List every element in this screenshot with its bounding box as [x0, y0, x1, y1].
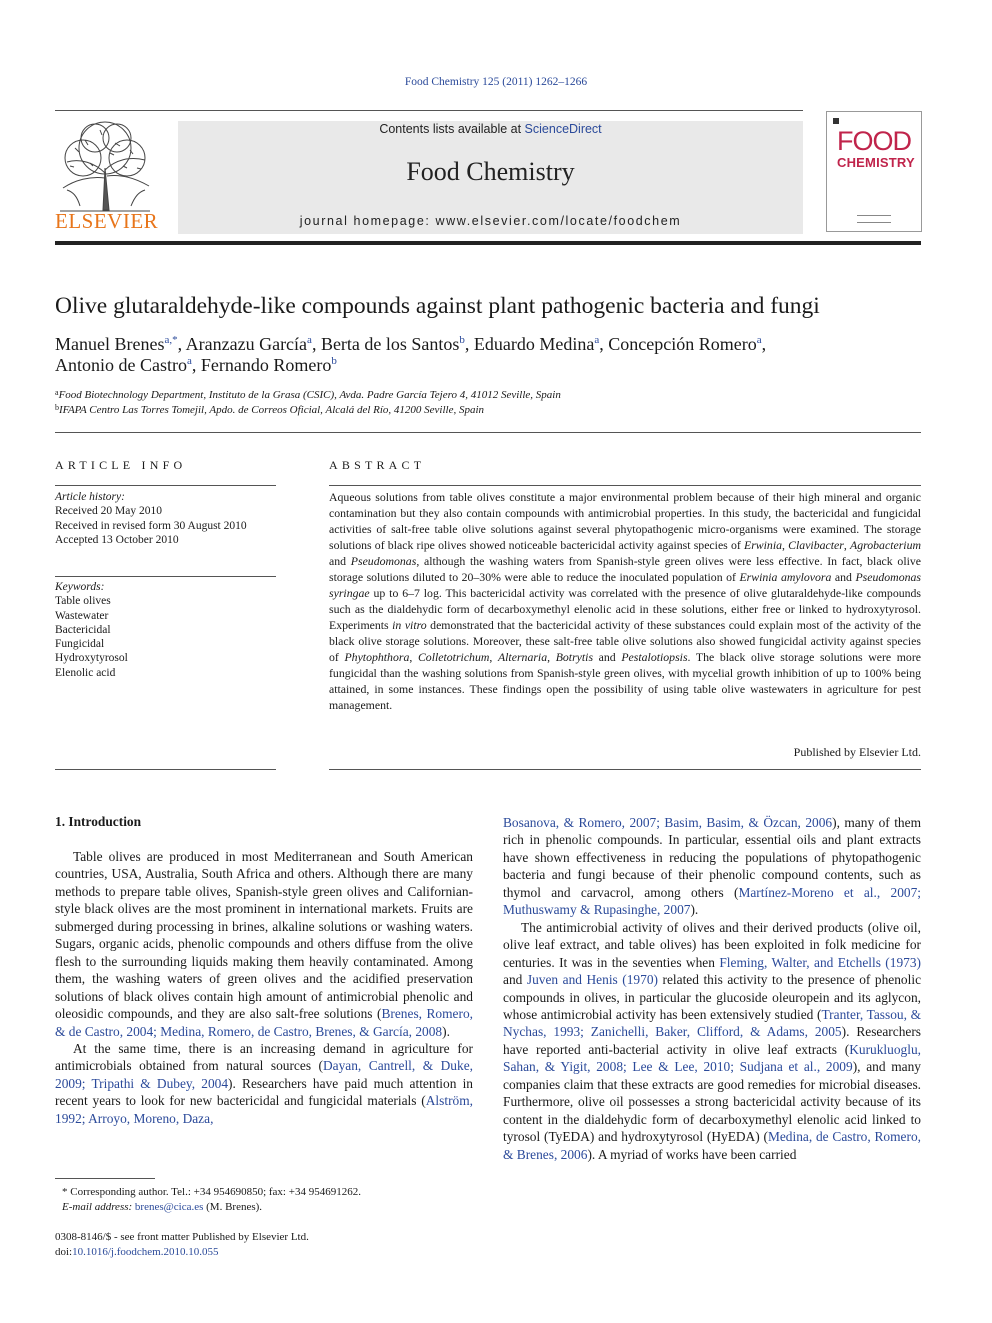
doi-line [55, 1245, 309, 1260]
published-by: Published by Elsevier Ltd. [793, 745, 921, 759]
divider [329, 769, 921, 770]
footnote-rule [55, 1178, 155, 1179]
email-line [62, 1200, 361, 1215]
author-affiliation-marker[interactable]: a [756, 334, 762, 346]
issn-line: 0308-8146/$ - see front matter Published by Elsevier Ltd. [55, 1231, 309, 1243]
cover-title-chemistry: CHEMISTRY [837, 155, 915, 170]
divider [55, 576, 276, 577]
keyword: Table olives [55, 595, 111, 608]
affiliation-marker: b [55, 403, 59, 412]
affiliation-line [55, 403, 561, 418]
keyword: Hydroxytyrosol [55, 652, 128, 665]
keyword: Bactericidal [55, 623, 111, 636]
citation-link[interactable]: Fleming, Walter, and Etchells (1973) [719, 954, 922, 970]
history-item: Accepted 13 October 2010 [55, 533, 179, 546]
affiliation-marker: a [55, 388, 59, 397]
history-item: Received 20 May 2010 [55, 505, 162, 518]
journal-name: Food Chemistry [406, 157, 575, 186]
body-paragraph: Bosanova, & Romero, 2007; Basim, Basim, & Özcan, 2006), many of them rich in phenolic compounds. In particular, essential oils and plant extracts have shown effectiveness in reducing the populations of phytopathogenic bacteria and fungi because of their phenolic compound contents, such as thymol and carvacrol, among others (Martínez-Moreno et al., 2007; Muthuswamy & Rupasinghe, 2007). [503, 815, 921, 918]
author-separator: , [464, 334, 474, 354]
citation-link[interactable]: Dayan, Cantrell, & Duke, 2009; Tripathi & Dubey, 2004 [55, 1058, 473, 1091]
journal-homepage[interactable]: journal homepage: www.elsevier.com/locate/foodchem [299, 214, 682, 228]
divider [329, 485, 921, 486]
citation-link[interactable]: Kurukluoglu, Sahan, & Yigit, 2008; Lee & Lee, 2010; Sudjana et al., 2009 [503, 1041, 921, 1075]
history-header: Article history: [55, 491, 125, 503]
author-separator: , [311, 334, 321, 354]
article-history [55, 490, 247, 547]
journal-reference[interactable]: Food Chemistry 125 (2011) 1262–1266 [404, 76, 588, 88]
contents-line [178, 122, 803, 136]
citation-link[interactable]: Martínez-Moreno et al., 2007; Muthuswamy & Rupasinghe, 2007 [503, 884, 921, 918]
elsevier-wordmark: ELSEVIER [55, 209, 159, 233]
article-info-heading: ARTICLE INFO [55, 458, 187, 472]
author-affiliation-marker[interactable]: a [307, 334, 312, 346]
abstract-body: Aqueous solutions from table olives constitute a major environmental problem because of their high mineral and organic contamination but they also contain compounds with antimicrobial properties. In this study, the bactericidal and fungicidal activities of salt-free table olive solutions against several phytopathogenic micro-organisms were examined. The storage solutions of black ripe olives showed noticeable bactericidal activity against species of Erwinia, Clavibacter, Agrobacterium and Pseudomonas, although the washing waters from Spanish-style green olives were less effective. In fact, black olive storage solutions diluted to 20–30% were able to reduce the inoculated population of Erwinia amylovora and Pseudomonas syringae up to 6–7 log. This bactericidal activity was correlated with the presence of olive glutaraldehyde-like compounds such as the dialdehydic form of decarboxymethyl elenolic acid in these solutions, either free or linked to hydroxytyrosol. Experiments in vitro demonstrated that the bactericidal activity of these substances could explain most of the activity of the black olive storage solutions. Moreover, these salt-free table olive solutions also showed fungicidal activity against species of Phytophthora, Colletotrichum, Alternaria, Botrytis and Pestalotiopsis. The black olive storage solutions were more fungicidal than the washing solutions from Spanish-style green olives, with mycelial growth inhibition of up to 100% being attained, in some instances. These findings open the possibility of using table olive wastewaters in agriculture for pest management. [329, 490, 922, 712]
body-paragraph: The antimicrobial activity of olives and their derived products (olive oil, olive leaf extract, and table olives) has been exploited in folk medicine for centuries. It was in the seventies when Fleming, Walter, and Etchells (1973) and Juven and Henis (1970) related this activity to the presence of phenolic compounds in olives, in particular the glucoside oleuropein and its aglycon, whose antimicrobial activity has been extensively studied (Tranter, Tassou, & Nychas, 1993; Zanichelli, Baker, Clifford, & Adams, 2005). Researchers have reported anti-bacterial activity in olive leaf extracts (Kurukluoglu, Sahan, & Yigit, 2008; Lee & Lee, 2010; Sudjana et al., 2009), and many companies claim that these extracts are good remedies for microbial diseases. Furthermore, olive oil possesses a strong bactericidal activity because of its content in the dialdehydic form of decarboxymethyl elenolic acid linked to tyrosol (TyEDA) and hydroxytyrosol (HyEDA) (Medina, de Castro, Romero, & Brenes, 2006). A myriad of works have been carried [503, 919, 922, 1162]
footnotes [62, 1185, 361, 1215]
author-separator: , [761, 334, 767, 354]
body-column-right [503, 814, 921, 1163]
section-heading-introduction: 1. Introduction [55, 814, 142, 829]
keyword: Elenolic acid [55, 666, 116, 679]
sciencedirect-link[interactable]: ScienceDirect [524, 122, 602, 136]
cover-title-food: FOOD [837, 126, 911, 156]
citation-link[interactable]: Bosanova, & Romero, 2007; Basim, Basim, & Özcan, 2006 [503, 815, 833, 830]
author-affiliation-marker[interactable]: b [331, 355, 337, 367]
keywords-header: Keywords: [55, 581, 105, 593]
journal-banner [178, 121, 803, 234]
citation-link[interactable]: Juven and Henis (1970) [526, 972, 658, 988]
email-label: E-mail address: [62, 1201, 133, 1213]
author-separator: , [599, 334, 609, 354]
body-paragraph: At the same time, there is an increasing demand in agriculture for antimicrobials obtained from natural sources (Dayan, Cantrell, & Duke, 2009; Tripathi & Dubey, 2004). Researchers have paid much attention in recent years to look for new bactericidal and fungicidal materials (Alström, 1992; Arroyo, Moreno, Daza, [55, 1040, 474, 1126]
affiliation-line [55, 388, 561, 403]
affiliation-text: Food Biotechnology Department, Instituto de la Grasa (CSIC), Avda. Padre García Tejero 4, 41012 Seville, Spain [58, 389, 561, 401]
author-affiliation-marker[interactable]: a [594, 334, 600, 346]
keyword: Wastewater [55, 609, 109, 622]
body-paragraph: Table olives are produced in most Mediterranean and South American countries, USA, Australia, South Africa and others. Although there are many methods to prepare table olives, Spanish-style green olives and Californian-style black olives are the most prominent in international markets. Fruits are submerged during processing in brines, alkaline solutions or washing waters. Sugars, organic acids, phenolic compounds and others diffuse from the olive flesh to the surrounding liquids making them heavily contaminated. Among them, the washing waters of green olives and the acidified preservation solutions of black olives contain high amount of antimicrobial phenolic and oleosidic compounds, and they are also salt-free solutions (Brenes, Romero, & de Castro, 2004; Medina, Romero, de Castro, Brenes, & García, 2008). [55, 849, 473, 1039]
divider [55, 432, 921, 433]
divider [55, 485, 276, 486]
keywords [55, 580, 128, 680]
email-link[interactable]: brenes@cica.es [134, 1201, 204, 1213]
abstract-heading: ABSTRACT [329, 458, 426, 472]
history-item: Received in revised form 30 August 2010 [55, 519, 247, 532]
cover-corner-icon [833, 118, 839, 124]
doi-link[interactable]: 10.1016/j.foodchem.2010.10.055 [72, 1246, 219, 1258]
header-rule [55, 110, 803, 111]
elsevier-logo[interactable] [55, 118, 159, 234]
author-affiliation-marker[interactable]: b [459, 334, 465, 346]
doi-label: doi: [55, 1246, 73, 1258]
elsevier-tree-icon [55, 118, 155, 214]
affiliations [55, 388, 561, 418]
copyright-block [55, 1230, 309, 1260]
cover-publisher-mark-icon [857, 215, 891, 223]
author-name: Manuel Brenes [55, 334, 165, 354]
article-title: Olive glutaraldehyde-like compounds against plant pathogenic bacteria and fungi [55, 293, 820, 319]
citation-link[interactable]: Medina, de Castro, Romero, & Brenes, 2006 [503, 1129, 921, 1162]
author-separator: , [191, 355, 201, 375]
citation-link[interactable]: Tranter, Tassou, & Nychas, 1993; Zanichelli, Baker, Clifford, & Adams, 2005 [503, 1006, 921, 1040]
divider [55, 769, 276, 770]
author-name: Fernando Romero [200, 355, 332, 375]
author-name: Eduardo Medina [473, 334, 595, 354]
author-name: Antonio de Castro [55, 355, 187, 375]
citation-link[interactable]: Brenes, Romero, & de Castro, 2004; Medina, Romero, de Castro, Brenes, & García, 2008 [55, 1006, 473, 1039]
contents-prefix: Contents lists available at [379, 122, 525, 136]
affiliation-text: IFAPA Centro Las Torres Tomejil, Apdo. de Correos Oficial, Alcalá del Río, 41200 Seville, Spain [59, 404, 485, 416]
email-suffix: (M. Brenes). [206, 1201, 263, 1213]
author-list [55, 334, 925, 376]
author-affiliation-marker[interactable]: a [187, 355, 192, 367]
corresponding-author-note: * Corresponding author. Tel.: +34 954690850; fax: +34 954691262. [62, 1186, 361, 1198]
author-name: Berta de los Santos [320, 334, 460, 354]
author-separator: , [177, 334, 186, 354]
keyword: Fungicidal [55, 638, 105, 651]
author-name: Concepción Romero [608, 334, 757, 354]
journal-cover-thumbnail[interactable] [826, 111, 922, 232]
citation-link[interactable]: Alström, 1992; Arroyo, Moreno, Daza, [55, 1093, 473, 1126]
author-affiliation-marker[interactable]: a,* [164, 334, 178, 346]
author-name: Aranzazu García [185, 334, 308, 354]
body-column-left [55, 848, 473, 1127]
header-thick-rule [55, 241, 921, 245]
